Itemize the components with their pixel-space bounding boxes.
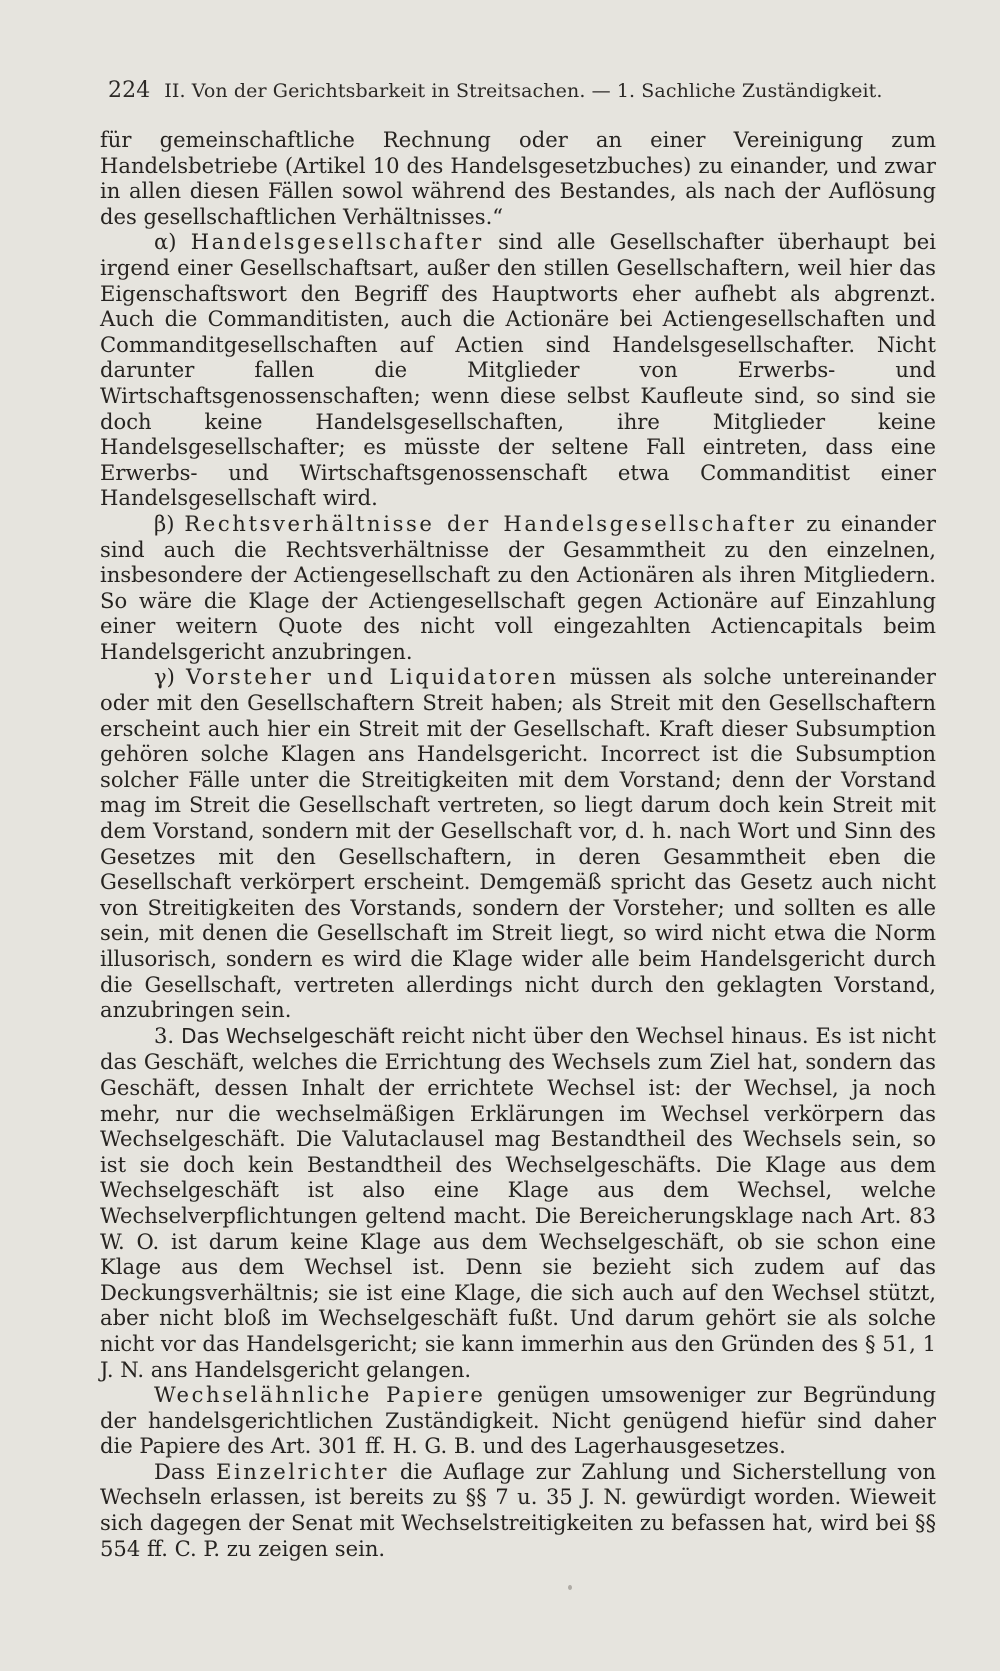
running-title: II. Von der Gerichtsbarkeit in Streitsachen. — 1. Sachliche Zuständigkeit. [164,80,883,102]
page-body [100,127,936,1561]
term-wechselgeschaeft: Das Wechselgeschäft [181,1023,395,1048]
paragraph-1-text: für gemeinschaftliche Rechnung oder an einer Vereinigung zum Handelsbetriebe (Artikel 10 des Handelsgesetzbuches) zu einander, und zwar in allen diesen Fällen sowol während des Bestandes, als nach der Auflösung des gesellschaftlichen Verhältnisses.“ [100,127,936,229]
paragraph-wechselaehnliche [100,1382,936,1459]
paragraph-gamma-text: müssen als solche untereinander oder mit den Gesellschaftern Streit haben; als Streit mit den Gesellschaftern erscheint auch hier ein Streit mit der Gesellschaft. Kraft dieser Subsumption gehören solche Klagen ans Handelsgericht. Incorrect ist die Subsumption solcher Fälle unter die Streitigkeiten mit dem Vorstand; denn der Vorstand mag im Streit die Gesellschaft vertreten, so liegt darum doch kein Streit mit dem Vorstand, sondern mit der Gesellschaft vor, d. h. nach Wort und Sinn des Gesetzes mit den Gesellschaftern, in deren Gesammtheit eben die Gesellschaft verkörpert erscheint. Demgemäß spricht das Gesetz auch nicht von Streitigkeiten des Vorstands, sondern der Vorsteher; und sollten es alle sein, mit denen die Gesellschaft im Streit liegt, so wird nicht etwa die Norm illusorisch, sondern es wird die Klage wider alle beim Handelsgericht durch die Gesellschaft, vertreten allerdings nicht durch den geklagten Vorstand, anzubringen sein. [100,664,936,1023]
paragraph-alpha [100,229,936,511]
paragraph-3 [100,1023,936,1382]
term-einzelrichter: Einzelrichter [215,1458,390,1484]
beta-marker: β) [154,510,175,536]
term-vorsteher: Vorsteher und Liquidatoren [185,664,559,690]
page-number: 224 [108,78,151,103]
section-number: 3. [154,1022,175,1048]
gamma-marker: γ) [154,664,175,690]
paragraph-einzelrichter [100,1459,936,1561]
running-header [108,78,908,103]
paragraph-einzelrichter-lead: Dass [154,1458,206,1484]
term-handelsgesellschafter: Handelsgesellschafter [190,229,484,255]
paragraph-gamma [100,664,936,1022]
term-wechselaehnliche-papiere: Wechselähnliche Papiere [154,1382,486,1408]
term-rechtsverhaeltnisse: Rechtsverhältnisse der Handelsgesellschafter [184,510,797,536]
paper-speck [568,1585,572,1590]
paragraph-3-text: reicht nicht über den Wechsel hinaus. Es ist nicht das Geschäft, welches die Errichtung des Wechsels zum Ziel hat, sondern das Geschäft, dessen Inhalt der errichtete Wechsel ist: der Wechsel, ja noch mehr, nur die wechselmäßigen Erklärungen im Wechsel verkörpern das Wechselgeschäft. Die Valutaclausel mag Bestandtheil des Wechsels sein, so ist sie doch kein Bestandtheil des Wechselgeschäfts. Die Klage aus dem Wechselgeschäft ist also eine Klage aus dem Wechsel, welche Wechselverpflichtungen geltend macht. Die Bereicherungsklage nach Art. 83 W. O. ist darum keine Klage aus dem Wechselgeschäft, ob sie schon eine Klage aus dem Wechsel ist. Denn sie bezieht sich zudem auf das Deckungsverhältnis; sie ist eine Klage, die sich auch auf den Wechsel stützt, aber nicht bloß im Wechselgeschäft fußt. Und darum gehört sie als solche nicht vor das Handelsgericht; sie kann immerhin aus den Gründen des § 51, 1 J. N. ans Handelsgericht gelangen. [100,1022,936,1382]
paragraph-beta [100,511,936,665]
alpha-marker: α) [154,229,177,255]
paragraph-wechselaehnliche-text: genügen umsoweniger zur Begründung der handelsgerichtlichen Zuständigkeit. Nicht genügend hiefür sind daher die Papiere des Art. 301 ff. H. G. B. und des Lagerhausgesetzes. [100,1382,936,1459]
paragraph-1 [100,127,936,229]
paragraph-beta-text: zu einander sind auch die Rechtsverhältnisse der Gesammtheit zu den einzelnen, insbesondere der Actiengesellschaft zu den Actionären als ihren Mitgliedern. So wäre die Klage der Actiengesellschaft gegen Actionäre auf Einzahlung einer weitern Quote des nicht voll eingezahlten Actiencapitals beim Handelsgericht anzubringen. [100,510,936,664]
paragraph-alpha-text: sind alle Gesellschafter überhaupt bei irgend einer Gesellschaftsart, außer den stillen Gesellschaftern, weil hier das Eigenschaftswort den Begriff des Hauptworts eher aufhebt als abgrenzt. Auch die Commanditisten, auch die Actionäre bei Actiengesellschaften und Commanditgesellschaften auf Actien sind Handelsgesellschafter. Nicht darunter fallen die Mitglieder von Erwerbs- und Wirtschaftsgenossenschaften; wenn diese selbst Kaufleute sind, so sind sie doch keine Handelsgesellschaften, ihre Mitglieder keine Handelsgesellschafter; es müsste der seltene Fall eintreten, dass eine Erwerbs- und Wirtschaftsgenossenschaft etwa Commanditist einer Handelsgesellschaft wird. [100,229,936,511]
paragraph-einzelrichter-text: die Auflage zur Zahlung und Sicherstellung von Wechseln erlassen, ist bereits zu §§ 7 u. 35 J. N. gewürdigt worden. Wieweit sich dagegen der Senat mit Wechselstreitigkeiten zu befassen hat, wird bei §§ 554 ff. C. P. zu zeigen sein. [100,1458,936,1561]
